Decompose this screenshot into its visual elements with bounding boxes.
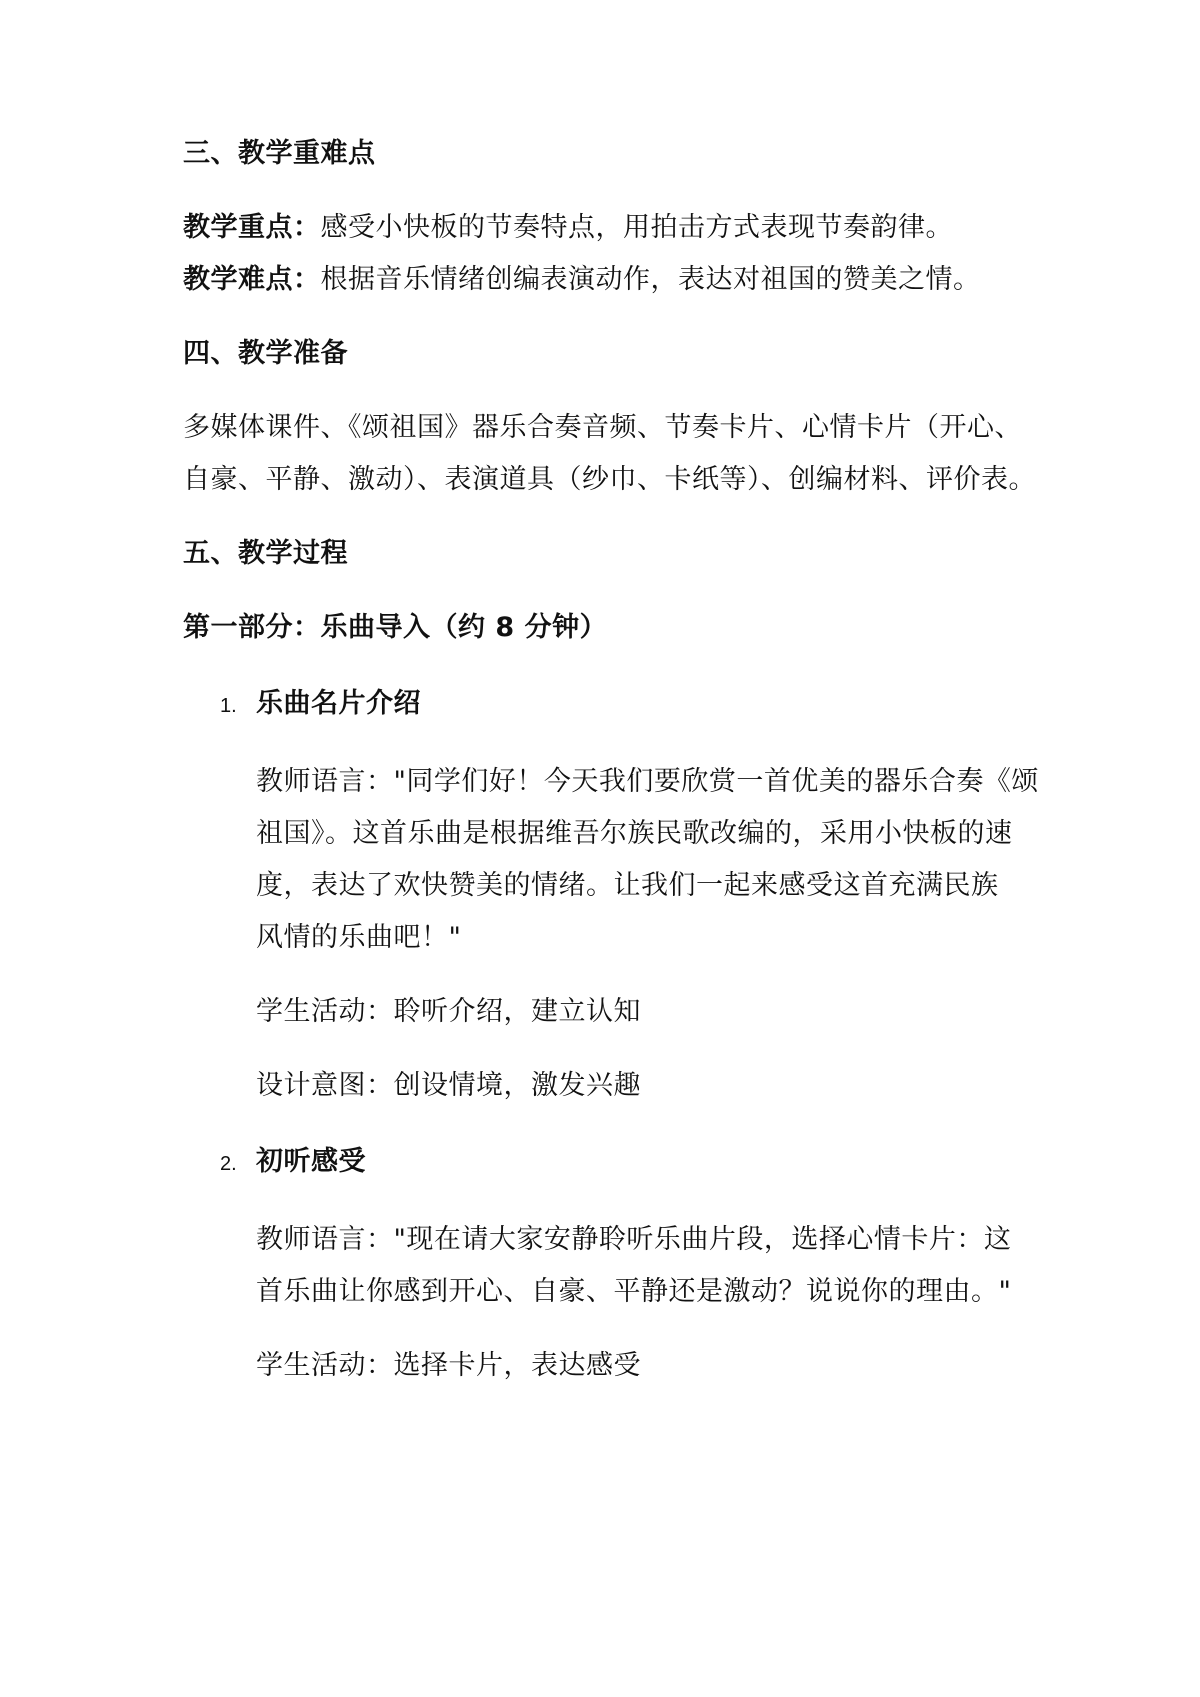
item-2-teacher-line-2: 首乐曲让你感到开心、自豪、平静还是激动？说说你的理由。": [256, 1276, 1012, 1307]
key-point-paragraph: [183, 210, 1043, 246]
item-2-title: 初听感受: [256, 1146, 366, 1177]
item-2-student-activity: 学生活动：选择卡片，表达感受: [256, 1350, 641, 1381]
preparation-line-1: 多媒体课件、《颂祖国》器乐合奏音频、节奏卡片、心情卡片（开心、: [183, 412, 1022, 443]
item-1-teacher-line-2: 祖国》。这首乐曲是根据维吾尔族民歌改编的，采用小快板的速: [256, 818, 1013, 849]
key-point-text: 感受小快板的节奏特点，用拍击方式表现节奏韵律。: [320, 212, 953, 243]
section-5-heading: 五、教学过程: [183, 538, 348, 569]
item-2-teacher-line-1: 教师语言："现在请大家安静聆听乐曲片段，选择心情卡片：这: [256, 1224, 1012, 1255]
item-1-design-intent: 设计意图：创设情境，激发兴趣: [256, 1070, 641, 1101]
item-2-number: 2.: [220, 1153, 237, 1175]
section-4-heading: 四、教学准备: [183, 338, 348, 369]
difficulty-paragraph: [183, 262, 1043, 298]
difficulty-text: 根据音乐情绪创编表演动作，表达对祖国的赞美之情。: [320, 264, 981, 295]
section-3-heading: 三、教学重难点: [183, 138, 376, 169]
item-1-student-activity: 学生活动：聆听介绍，建立认知: [256, 996, 641, 1027]
item-1-teacher-line-1: 教师语言："同学们好！今天我们要欣赏一首优美的器乐合奏《颂: [256, 766, 1039, 797]
item-1-teacher-line-4: 风情的乐曲吧！": [256, 922, 462, 953]
difficulty-label: 教学难点：: [183, 264, 321, 295]
item-1-number: 1.: [220, 695, 237, 717]
key-point-label: 教学重点：: [183, 212, 321, 243]
preparation-line-2: 自豪、平静、激动）、表演道具（纱巾、卡纸等）、创编材料、评价表。: [183, 464, 1036, 495]
part-1-heading: 第一部分：乐曲导入（约 8 分钟）: [183, 612, 608, 643]
item-1-title: 乐曲名片介绍: [256, 688, 421, 719]
item-1-teacher-line-3: 度，表达了欢快赞美的情绪。让我们一起来感受这首充满民族: [256, 870, 999, 901]
